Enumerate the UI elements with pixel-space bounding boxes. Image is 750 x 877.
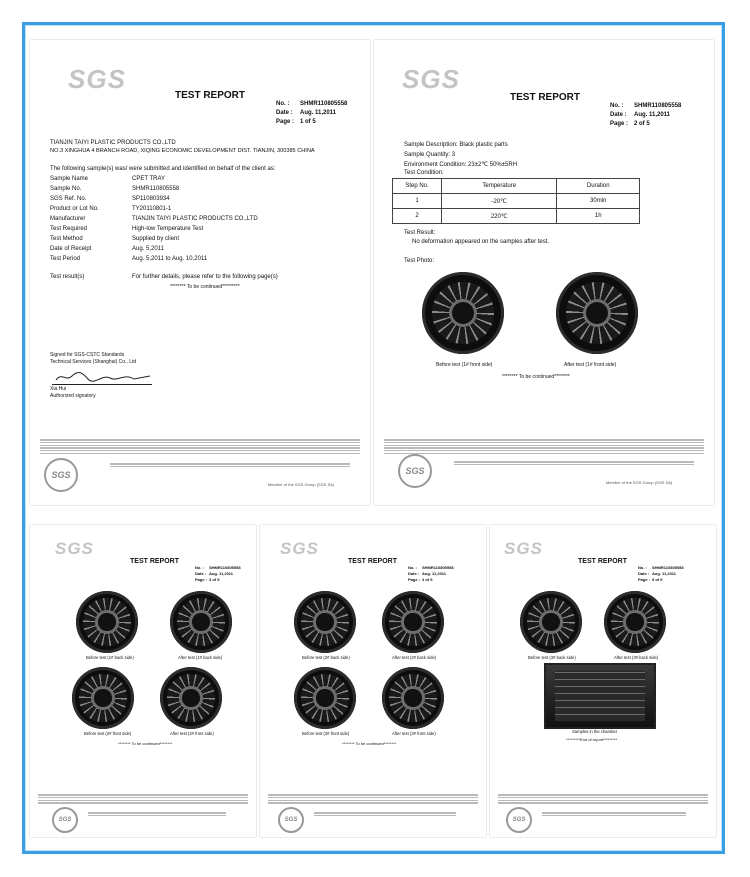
signed-company: Technical Services (Shanghai) Co., Ltd: [50, 359, 137, 365]
table-cell: 30min: [557, 194, 640, 209]
footer-address: [542, 811, 686, 818]
footer-address: [314, 811, 456, 818]
sgs-logo: SGS: [280, 539, 319, 558]
test-result-text: No deformation appeared on the samples after test.: [412, 239, 550, 245]
report-meta: No. : SHMR110805558 Date : Aug. 11,2011 Page : 5 of 5: [638, 565, 684, 582]
sample-photo: [72, 667, 134, 729]
photo-caption: Samples in the chamber: [572, 729, 618, 734]
field-value: Aug. 5,2011 to Aug. 10,2011: [132, 256, 208, 262]
fine-print: [40, 438, 360, 456]
fine-print: [498, 793, 708, 805]
photo-caption: After test (3# front side): [392, 731, 436, 736]
field-label: Test Period: [50, 256, 81, 262]
field-value: TY20110801-1: [132, 206, 172, 212]
result-label: Test result(s): [50, 274, 85, 280]
member-note: Member of the SGS Group (SGS SA): [606, 480, 673, 485]
footer-address: [454, 460, 694, 467]
field-label: Date of Receipt: [50, 246, 92, 252]
sample-photo: [382, 667, 444, 729]
sample-photo: [170, 591, 232, 653]
table-row: [393, 194, 640, 209]
report-meta: No. : SHMR110805558 Date : Aug. 11,2011 Page : 1 of 5: [276, 101, 348, 125]
continued-note: ******** To be continued********: [342, 741, 397, 746]
client-company: TIANJIN TAIYI PLASTIC PRODUCTS CO.,LTD: [50, 140, 176, 146]
sgs-seal: SGS: [44, 458, 78, 492]
test-photo-label: Test Photo:: [404, 258, 435, 264]
photo-caption: After test (2# front side): [170, 731, 214, 736]
page-title: TEST REPORT: [175, 90, 246, 101]
table-header-cell: Step No.: [393, 179, 442, 194]
field-label: Test Required: [50, 226, 88, 232]
report-meta: No. : SHMR110805558 Date : Aug. 11,2011 Page : 2 of 5: [610, 103, 682, 127]
photo-caption: Before test (3# front side): [302, 731, 350, 736]
sgs-logo: SGS: [55, 539, 94, 558]
signatory-title: Authorized signatory: [50, 393, 96, 399]
sgs-seal: SGS: [506, 807, 532, 833]
table-cell: 1h: [557, 209, 640, 224]
client-address: NO.3 XINGHUA 4 BRANCH ROAD, XIQING ECONOMIC DEVELOPMENT DIST. TIANJIN, 300385 CHINA: [50, 148, 315, 154]
field-value: Supplied by client: [132, 236, 180, 242]
field-value: TIANJIN TAIYI PLASTIC PRODUCTS CO.,LTD: [132, 216, 258, 222]
page-title: TEST REPORT: [578, 558, 628, 565]
test-result-label: Test Result:: [404, 230, 436, 236]
report-page-4: [260, 525, 486, 837]
continued-note: ******** To be continued********: [118, 741, 173, 746]
table-cell: -20℃: [442, 194, 557, 209]
page-title: TEST REPORT: [348, 558, 398, 565]
fine-print: [268, 793, 478, 805]
sample-photo: [294, 667, 356, 729]
sgs-seal: SGS: [278, 807, 304, 833]
table-header-row: [393, 179, 640, 194]
table-cell: 2: [393, 209, 442, 224]
continued-note: ******** To be continued*********: [170, 284, 240, 290]
photo-caption: After test (1# front side): [564, 362, 617, 368]
sample-photo-before: [422, 272, 504, 354]
page-title: TEST REPORT: [510, 92, 581, 103]
sample-photo: [604, 591, 666, 653]
field-value: CPET TRAY: [132, 176, 166, 182]
report-page-3: [30, 525, 256, 837]
report-page-5: [490, 525, 716, 837]
sample-quantity: Sample Quantity: 3: [404, 152, 456, 158]
table-cell: 1: [393, 194, 442, 209]
sample-photo: [160, 667, 222, 729]
page-title: TEST REPORT: [130, 558, 180, 565]
photo-caption: Before test (2# back side): [302, 655, 350, 660]
member-note: Member of the SGS Group (SGS SA): [268, 482, 335, 487]
handwritten-signature: [52, 370, 152, 385]
signed-for: Signed for SGS-CSTC Standards: [50, 352, 125, 358]
table-header-cell: Temperature: [442, 179, 557, 194]
report-page-1: [30, 40, 370, 505]
sgs-logo: SGS: [68, 64, 126, 94]
photo-caption: Before test (2# front side): [84, 731, 132, 736]
table-row: [393, 209, 640, 224]
photo-caption: Before test (1# back side): [86, 655, 134, 660]
intro-text: The following sample(s) was/ were submitted and identified on behalf of the client as:: [50, 166, 276, 172]
end-of-report: *********End of report*********: [566, 737, 618, 742]
field-label: Sample Name: [50, 176, 89, 182]
sgs-logo: SGS: [504, 539, 543, 558]
continued-note: ******** To be continued********: [502, 374, 570, 380]
table-cell: 220℃: [442, 209, 557, 224]
fine-print: [38, 793, 248, 805]
sample-photo: [382, 591, 444, 653]
sgs-seal: SGS: [52, 807, 78, 833]
footer-address: [88, 811, 226, 818]
test-condition-label: Test Condition:: [404, 170, 444, 176]
photo-caption: After test (2# back side): [392, 655, 437, 660]
field-label: SGS Ref. No.: [50, 196, 87, 202]
field-value: Aug. 5,2011: [132, 246, 164, 252]
sample-photo: [76, 591, 138, 653]
report-meta: No. : SHMR110805558 Date : Aug. 11,2011 Page : 4 of 5: [408, 565, 454, 582]
sgs-seal: SGS: [398, 454, 432, 488]
field-label: Test Method: [50, 236, 83, 242]
sample-photo: [294, 591, 356, 653]
field-value: SHMR110805558: [132, 186, 180, 192]
sample-description: Sample Description: Black plastic parts: [404, 142, 508, 148]
field-value: SP110803934: [132, 196, 170, 202]
sample-photo-after: [556, 272, 638, 354]
field-label: Sample No.: [50, 186, 82, 192]
photo-caption: After test (3# back side): [614, 655, 659, 660]
report-meta: No. : SHMR110805558 Date : Aug. 11,2011 Page : 3 of 5: [195, 565, 241, 582]
fine-print: [384, 438, 704, 456]
chamber-photo: [544, 663, 656, 729]
field-label: Manufacturer: [50, 216, 86, 222]
photo-caption: Before test (3# back side): [528, 655, 576, 660]
test-condition-table: [392, 178, 640, 224]
footer-address: [110, 462, 350, 469]
sgs-logo: SGS: [402, 64, 460, 94]
table-header-cell: Duration: [557, 179, 640, 194]
sample-photo: [520, 591, 582, 653]
photo-caption: After test (1# back side): [178, 655, 223, 660]
field-label: Product or Lot No.: [50, 206, 99, 212]
result-value: For further details, please refer to the following page(s): [132, 274, 278, 280]
signer-name: Xia Hui: [50, 386, 67, 392]
photo-caption: Before test (1# front side): [436, 362, 493, 368]
field-value: High-low Temperature Test: [132, 226, 204, 232]
report-page-2: [374, 40, 714, 505]
environment-condition: Environment Condition: 23±2℃ 50%±5RH: [404, 162, 518, 168]
